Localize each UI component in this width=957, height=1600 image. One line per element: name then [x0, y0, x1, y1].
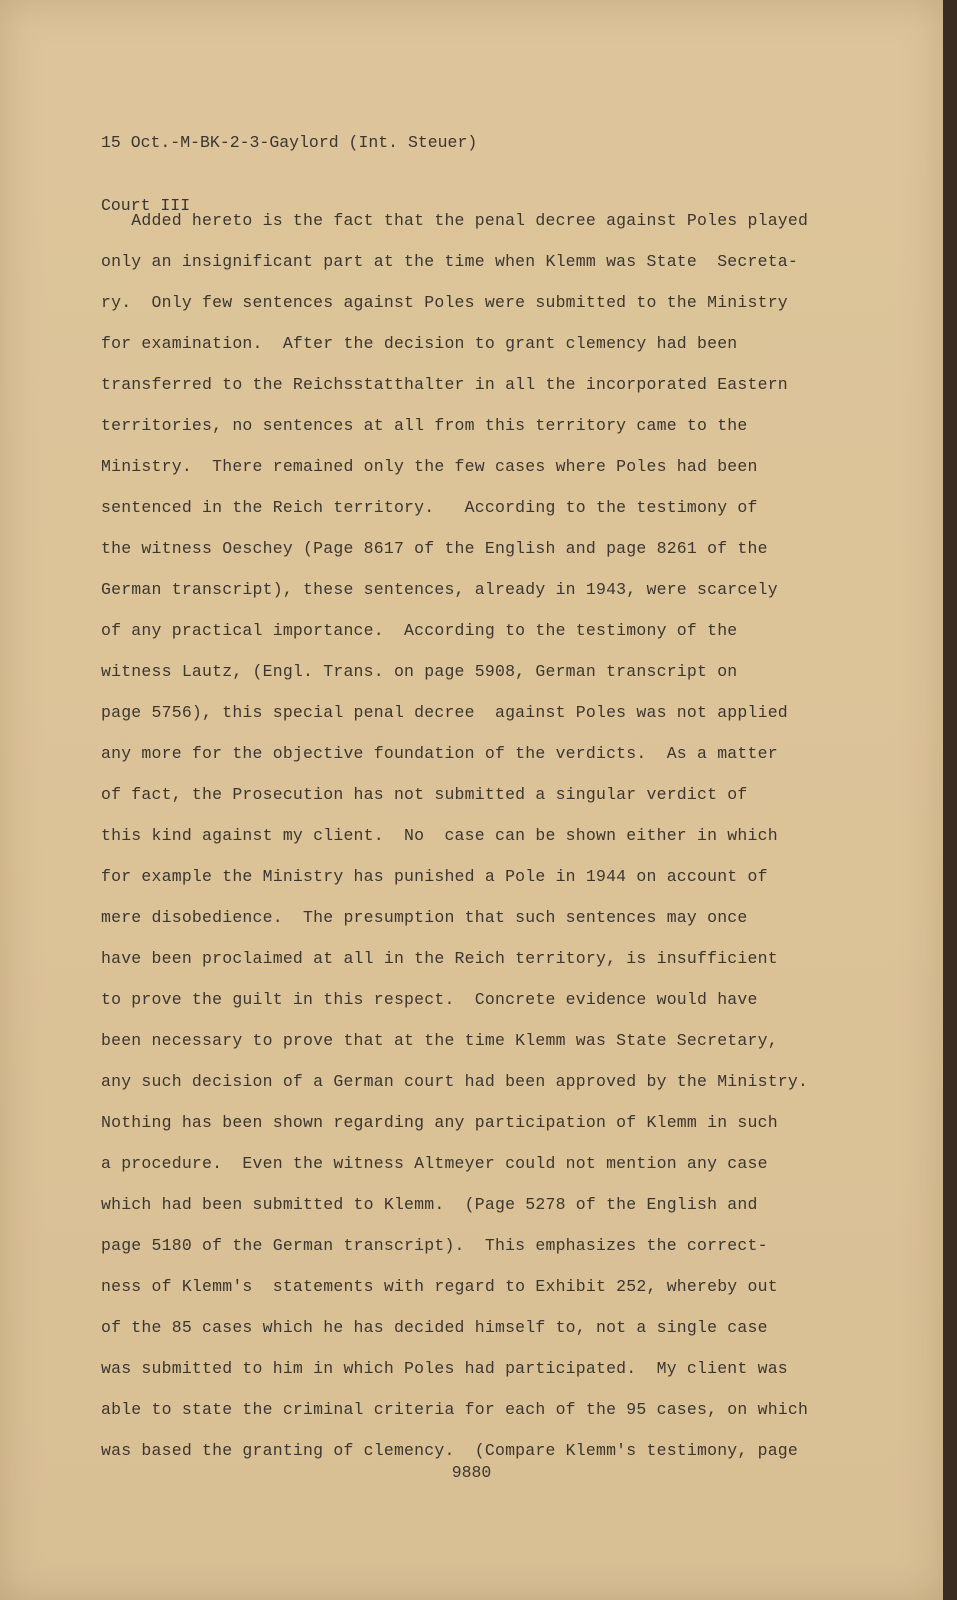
- text-line: page 5756), this special penal decree against Poles was not applied: [101, 703, 788, 722]
- text-line: ness of Klemm's statements with regard to Exhibit 252, whereby out: [101, 1277, 778, 1296]
- text-line: of the 85 cases which he has decided himself to, not a single case: [101, 1318, 768, 1337]
- text-line: any more for the objective foundation of the verdicts. As a matter: [101, 744, 778, 763]
- text-line: mere disobedience. The presumption that such sentences may once: [101, 908, 748, 927]
- text-line: this kind against my client. No case can be shown either in which: [101, 826, 778, 845]
- scan-edge: [943, 0, 957, 1600]
- text-line: only an insignificant part at the time when Klemm was State Secreta-: [101, 252, 799, 271]
- page-number: 9880: [451, 1463, 492, 1482]
- text-line: have been proclaimed at all in the Reich territory, is insufficient: [101, 949, 778, 968]
- text-line: was based the granting of clemency. (Compare Klemm's testimony, page: [101, 1441, 799, 1460]
- text-line: page 5180 of the German transcript). This emphasizes the correct-: [101, 1236, 768, 1255]
- text-line: Nothing has been shown regarding any participation of Klemm in such: [101, 1113, 778, 1132]
- text-line: able to state the criminal criteria for each of the 95 cases, on which: [101, 1400, 809, 1419]
- text-line: which had been submitted to Klemm. (Page 5278 of the English and: [101, 1195, 758, 1214]
- text-line: witness Lautz, (Engl. Trans. on page 5908, German transcript on: [101, 662, 738, 681]
- header-court-line: Court III: [101, 196, 191, 215]
- text-line: transferred to the Reichsstatthalter in all the incorporated Eastern: [101, 375, 788, 394]
- text-line: sentenced in the Reich territory. According to the testimony of: [101, 498, 758, 517]
- text-line: for examination. After the decision to grant clemency had been: [101, 334, 738, 353]
- text-line: ry. Only few sentences against Poles were submitted to the Ministry: [101, 293, 788, 312]
- text-line: to prove the guilt in this respect. Concrete evidence would have: [101, 990, 758, 1009]
- header-case-line: 15 Oct.-M-BK-2-3-Gaylord (Int. Steuer): [101, 133, 478, 152]
- text-line: any such decision of a German court had been approved by the Ministry.: [101, 1072, 809, 1091]
- document-header: [101, 90, 477, 258]
- text-line: was submitted to him in which Poles had participated. My client was: [101, 1359, 788, 1378]
- text-line: Ministry. There remained only the few cases where Poles had been: [101, 457, 758, 476]
- text-line: of fact, the Prosecution has not submitted a singular verdict of: [101, 785, 748, 804]
- text-line: the witness Oeschey (Page 8617 of the English and page 8261 of the: [101, 539, 768, 558]
- text-line: been necessary to prove that at the time Klemm was State Secretary,: [101, 1031, 778, 1050]
- text-line: territories, no sentences at all from this territory came to the: [101, 416, 748, 435]
- text-line: a procedure. Even the witness Altmeyer could not mention any case: [101, 1154, 768, 1173]
- text-line: Added hereto is the fact that the penal decree against Poles played: [101, 211, 809, 230]
- text-line: of any practical importance. According to the testimony of the: [101, 621, 738, 640]
- text-line: for example the Ministry has punished a Pole in 1944 on account of: [101, 867, 768, 886]
- text-line: German transcript), these sentences, already in 1943, were scarcely: [101, 580, 778, 599]
